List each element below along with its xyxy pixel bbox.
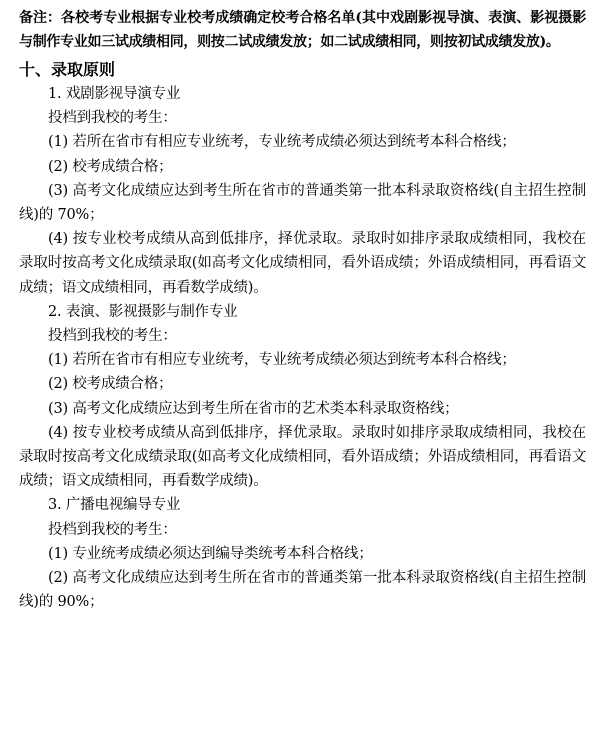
remark-note: 备注：各校考专业根据专业校考成绩确定校考合格名单(其中戏剧影视导演、表演、影视摄影与制作专业如三试成绩相同，则按二试成绩发放；如二试成绩相同，则按初试成绩发放)。	[19, 10, 586, 50]
major-title: 1. 戏剧影视导演专业	[48, 86, 181, 102]
requirement-item: (1) 若所在省市有相应专业统考，专业统考成绩必须达到统考本科合格线；	[48, 352, 516, 369]
requirement-item: (4) 按专业校考成绩从高到低排序，择优录取。录取时如排序录取成绩相同，我校在录取时按高考文化成绩录取(如高考文化成绩相同，看外语成绩；外语成绩相同，再看语文成绩；语文成绩相同，再看数学成绩)。	[19, 424, 586, 490]
requirement-item: (1) 若所在省市有相应专业统考，专业统考成绩必须达到统考本科合格线；	[48, 134, 516, 151]
major-intro: 投档到我校的考生：	[48, 328, 177, 345]
requirement-item: (2) 校考成绩合格；	[48, 376, 173, 393]
major-title: 2. 表演、影视摄影与制作专业	[48, 303, 238, 320]
major-section-directing	[19, 82, 586, 300]
major-intro: 投档到我校的考生：	[48, 521, 177, 538]
major-title: 3. 广播电视编导专业	[48, 497, 181, 514]
requirement-item: (4) 按专业校考成绩从高到低排序，择优录取。录取时如排序录取成绩相同，我校在录取时按高考文化成绩录取(如高考文化成绩相同，看外语成绩；外语成绩相同，再看语文成绩；语文成绩相同，再看数学成绩)。	[19, 231, 586, 296]
requirement-item: (3) 高考文化成绩应达到考生所在省市的艺术类本科录取资格线；	[48, 400, 459, 417]
requirement-item: (1) 专业统考成绩必须达到编导类统考本科合格线；	[48, 545, 373, 562]
section-heading: 十、录取原则	[19, 60, 116, 79]
major-intro: 投档到我校的考生：	[48, 110, 177, 127]
major-section-broadcast	[19, 493, 586, 614]
major-section-performance	[19, 300, 586, 494]
requirement-item: (2) 高考文化成绩应达到考生所在省市的普通类第一批本科录取资格线(自主招生控制线)的 90%；	[19, 570, 586, 611]
requirement-item: (3) 高考文化成绩应达到考生所在省市的普通类第一批本科录取资格线(自主招生控制线)的 70%；	[19, 182, 586, 224]
requirement-item: (2) 校考成绩合格；	[48, 158, 173, 175]
